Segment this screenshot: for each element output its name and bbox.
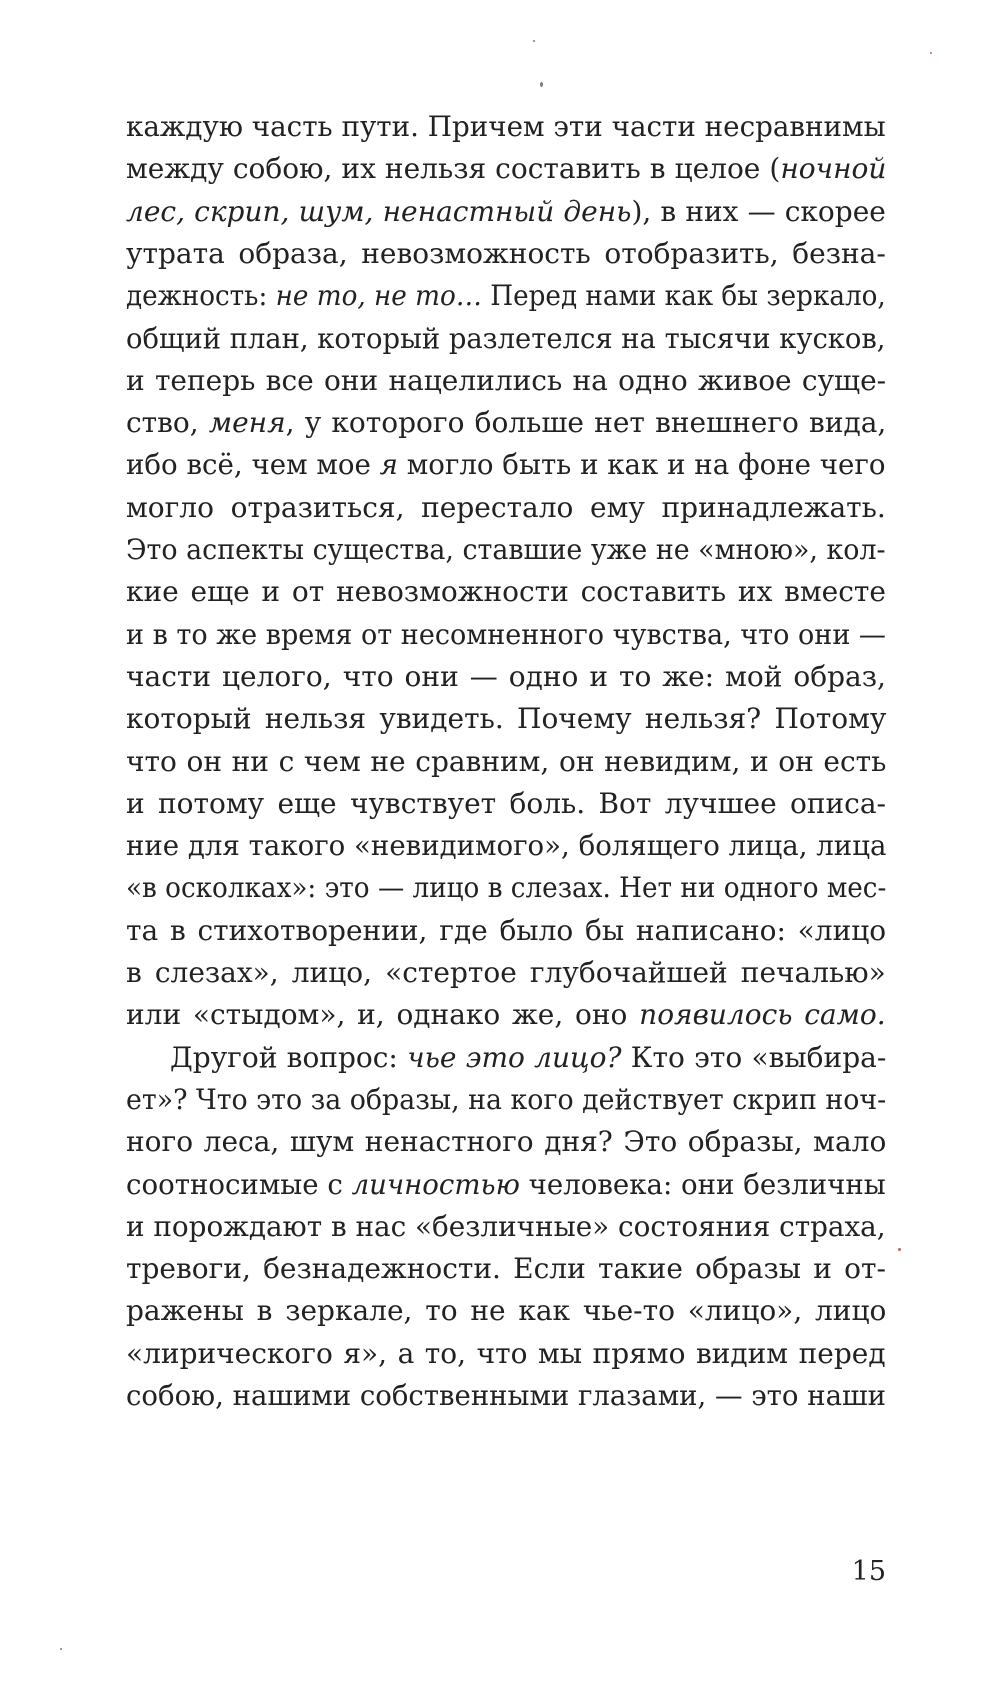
text-segment: кие еще и от невозможности составить их вместе bbox=[126, 575, 886, 609]
text-segment: та в стихотворении, где было бы написано: «лицо bbox=[126, 913, 887, 947]
text-segment: в слезах», лицо, «стертое глубочайшей печалью» bbox=[126, 956, 886, 989]
print-speck bbox=[930, 52, 932, 54]
text-segment: и потому еще чувствует боль. Вот лучшее описа- bbox=[126, 786, 887, 820]
text-segment: ство, bbox=[126, 406, 209, 440]
text-segment: «лирического я», а то, что мы прямо видим перед bbox=[126, 1336, 886, 1370]
print-speck bbox=[898, 1248, 901, 1251]
text-line bbox=[126, 489, 886, 533]
text-segment: который нельзя увидеть. Почему нельзя? Потому bbox=[126, 702, 887, 736]
print-speck bbox=[60, 1648, 62, 1650]
text-line bbox=[126, 235, 886, 279]
text-segment: части целого, что они — одно и то же: мой образ, bbox=[126, 659, 886, 693]
paragraph-first-line bbox=[170, 1039, 886, 1083]
text-segment: утрата образа, невозможность отобразить, безна- bbox=[126, 236, 886, 270]
italic-segment: не то, не то… bbox=[275, 279, 482, 313]
text-segment: ного леса, шум ненастного дня? Это образы, мало bbox=[126, 1125, 887, 1159]
text-segment: Это аспекты существа, ставшие уже не «мною», кол- bbox=[126, 533, 886, 566]
text-line bbox=[126, 1208, 886, 1252]
text-line bbox=[126, 1292, 886, 1336]
text-segment: ибо всё, чем мое bbox=[126, 448, 380, 482]
text-line bbox=[126, 700, 886, 744]
text-segment: Перед нами как бы зеркало, bbox=[481, 279, 886, 313]
text-line bbox=[126, 1123, 886, 1167]
text-line bbox=[126, 658, 886, 702]
text-line bbox=[126, 404, 886, 448]
italic-segment: личностью bbox=[351, 1167, 520, 1201]
text-segment: и в то же время от несомненного чувства, что они — bbox=[126, 617, 886, 651]
italic-segment: появилось само. bbox=[639, 998, 886, 1032]
print-speck bbox=[533, 40, 535, 42]
text-segment: Другой вопрос: bbox=[170, 1040, 408, 1074]
italic-segment: ночной bbox=[780, 152, 887, 186]
text-segment: ние для такого «невидимого», болящего лица, лица bbox=[126, 829, 887, 863]
text-segment: между собою, их нельзя составить в целое ( bbox=[126, 152, 781, 186]
italic-segment: лес, скрип, шум, ненастный день bbox=[126, 194, 632, 228]
text-line bbox=[126, 446, 886, 490]
text-segment: человека: они безличны bbox=[519, 1167, 886, 1201]
text-line bbox=[126, 193, 886, 237]
text-segment: и порождают в нас «безличные» состояния страха, bbox=[126, 1209, 886, 1243]
text-line bbox=[126, 1081, 886, 1125]
italic-segment: чье это лицо? bbox=[407, 1040, 622, 1074]
text-segment: «в осколках»: это — лицо в слезах. Нет ни одного мес- bbox=[126, 871, 887, 905]
text-segment: что он ни с чем не сравним, он невидим, и он есть bbox=[126, 744, 887, 778]
text-line bbox=[126, 743, 886, 787]
text-segment: Кто это «выбира- bbox=[621, 1040, 887, 1074]
text-line bbox=[126, 996, 886, 1040]
text-segment: , у которого больше нет внешнего вида, bbox=[285, 406, 887, 440]
text-line bbox=[126, 108, 886, 152]
text-segment: соотносимые с bbox=[126, 1167, 352, 1201]
text-segment: собою, нашими собственными глазами, — это наши bbox=[126, 1379, 886, 1412]
text-line bbox=[126, 573, 886, 617]
text-line bbox=[126, 827, 886, 871]
text-line bbox=[126, 869, 886, 913]
text-line bbox=[126, 785, 886, 829]
text-line bbox=[126, 1166, 886, 1210]
text-segment: ), в них — скорее bbox=[631, 194, 886, 228]
text-segment: ражены в зеркале, то не как чье-то «лицо», лицо bbox=[126, 1294, 887, 1328]
text-line bbox=[126, 912, 886, 956]
italic-segment: меня bbox=[208, 406, 286, 440]
text-line bbox=[126, 616, 886, 660]
print-speck bbox=[540, 82, 543, 87]
text-line bbox=[126, 531, 886, 575]
text-line bbox=[126, 1377, 886, 1421]
text-segment: и теперь все они нацелились на одно живое суще- bbox=[126, 363, 887, 397]
text-segment: дежность: bbox=[126, 279, 276, 313]
text-line bbox=[126, 954, 886, 998]
text-line bbox=[126, 362, 886, 406]
text-segment: каждую часть пути. Причем эти части несравнимы bbox=[126, 110, 886, 143]
text-segment: или «стыдом», и, однако же, оно bbox=[126, 998, 640, 1032]
page-number: 15 bbox=[851, 1556, 886, 1587]
text-line bbox=[126, 320, 886, 364]
text-line bbox=[126, 1335, 886, 1379]
text-segment: тревоги, безнадежности. Если такие образы и от- bbox=[126, 1252, 886, 1286]
text-line bbox=[126, 277, 886, 321]
italic-segment: я bbox=[379, 448, 398, 482]
text-line bbox=[126, 1250, 886, 1294]
text-segment: могло отразиться, перестало ему принадлежать. bbox=[126, 490, 886, 524]
text-segment: общий план, который разлетелся на тысячи кусков, bbox=[126, 321, 886, 355]
text-segment: могло быть и как и на фоне чего bbox=[397, 448, 886, 482]
text-segment: ет»? Что это за образы, на кого действует скрип ноч- bbox=[126, 1082, 887, 1116]
text-line bbox=[126, 150, 886, 194]
